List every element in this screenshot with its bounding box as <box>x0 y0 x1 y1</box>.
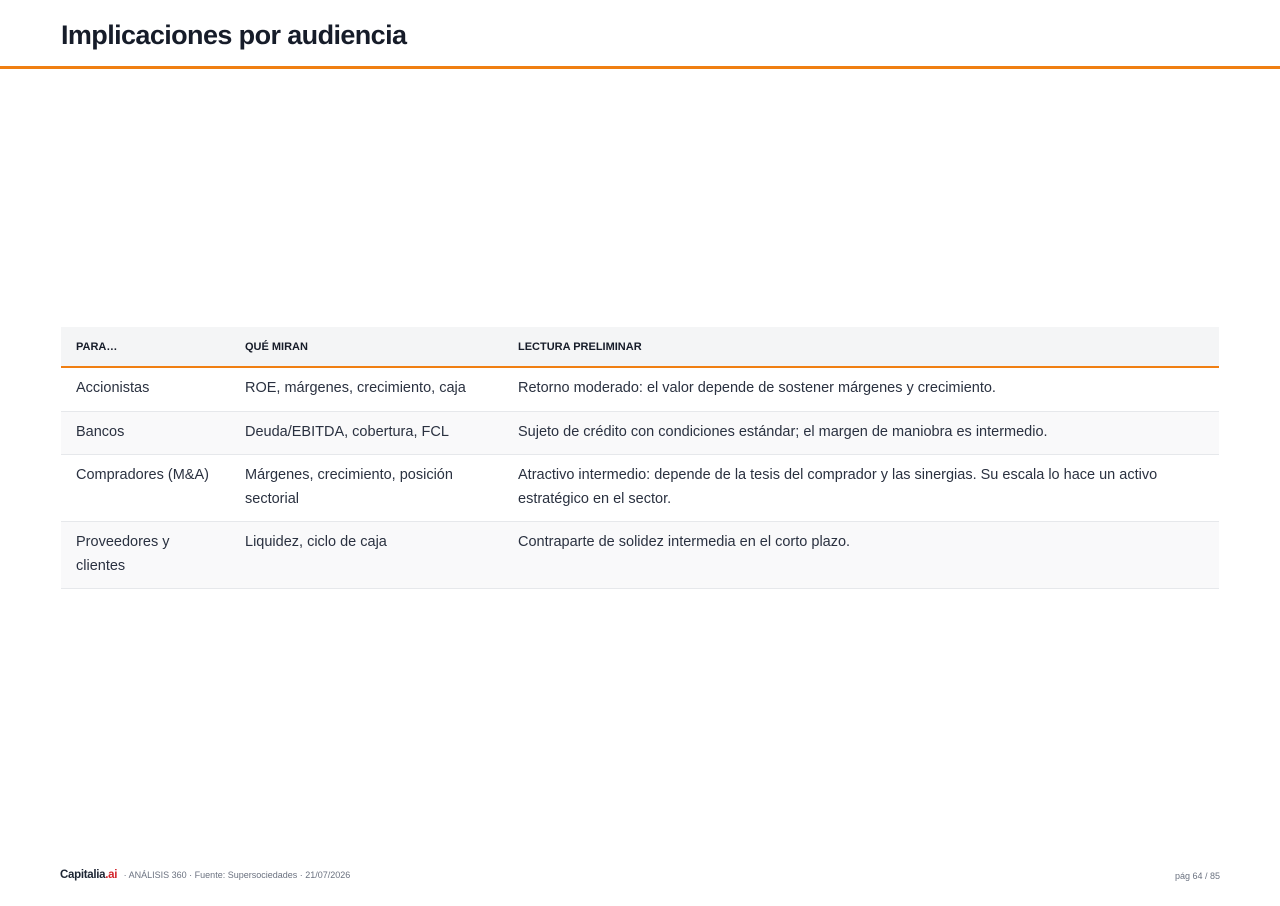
focus-cell: Deuda/EBITDA, cobertura, FCL <box>230 411 503 455</box>
audience-cell: Accionistas <box>61 367 230 411</box>
reading-cell: Retorno moderado: el valor depende de sostener márgenes y crecimiento. <box>503 367 1219 411</box>
column-header-para: PARA… <box>61 327 230 367</box>
audience-table <box>61 327 1219 589</box>
table-body <box>61 367 1219 589</box>
footer-source-meta: · ANÁLISIS 360 · Fuente: Supersociedades · 21/07/2026 <box>123 870 351 880</box>
audience-cell: Proveedores y clientes <box>61 522 230 589</box>
page-footer <box>60 869 1220 885</box>
focus-cell: Márgenes, crecimiento, posición sectorial <box>230 455 503 522</box>
column-header-lectura-preliminar: LECTURA PRELIMINAR <box>503 327 1219 367</box>
reading-cell: Atractivo intermedio: depende de la tesis del comprador y las sinergias. Su escala lo hace un activo estratégico en el sector. <box>503 455 1219 522</box>
table-row <box>61 367 1219 411</box>
page-header <box>0 0 1280 69</box>
audience-cell: Bancos <box>61 411 230 455</box>
table-header <box>61 327 1219 367</box>
column-header-que-miran: QUÉ MIRAN <box>230 327 503 367</box>
table-row <box>61 411 1219 455</box>
focus-cell: Liquidez, ciclo de caja <box>230 522 503 589</box>
reading-cell: Contraparte de solidez intermedia en el corto plazo. <box>503 522 1219 589</box>
table-row <box>61 522 1219 589</box>
focus-cell: ROE, márgenes, crecimiento, caja <box>230 367 503 411</box>
brand-logo-name: Capitalia <box>60 869 106 881</box>
reading-cell: Sujeto de crédito con condiciones estándar; el margen de maniobra es intermedio. <box>503 411 1219 455</box>
page-number: pág 64 / 85 <box>1174 871 1220 881</box>
page-title: Implicaciones por audiencia <box>61 20 407 50</box>
table-row <box>61 455 1219 522</box>
table-header-row <box>61 327 1219 367</box>
brand-logo-suffix: .ai <box>105 869 118 881</box>
audience-cell: Compradores (M&A) <box>61 455 230 522</box>
footer-credits <box>60 869 350 881</box>
